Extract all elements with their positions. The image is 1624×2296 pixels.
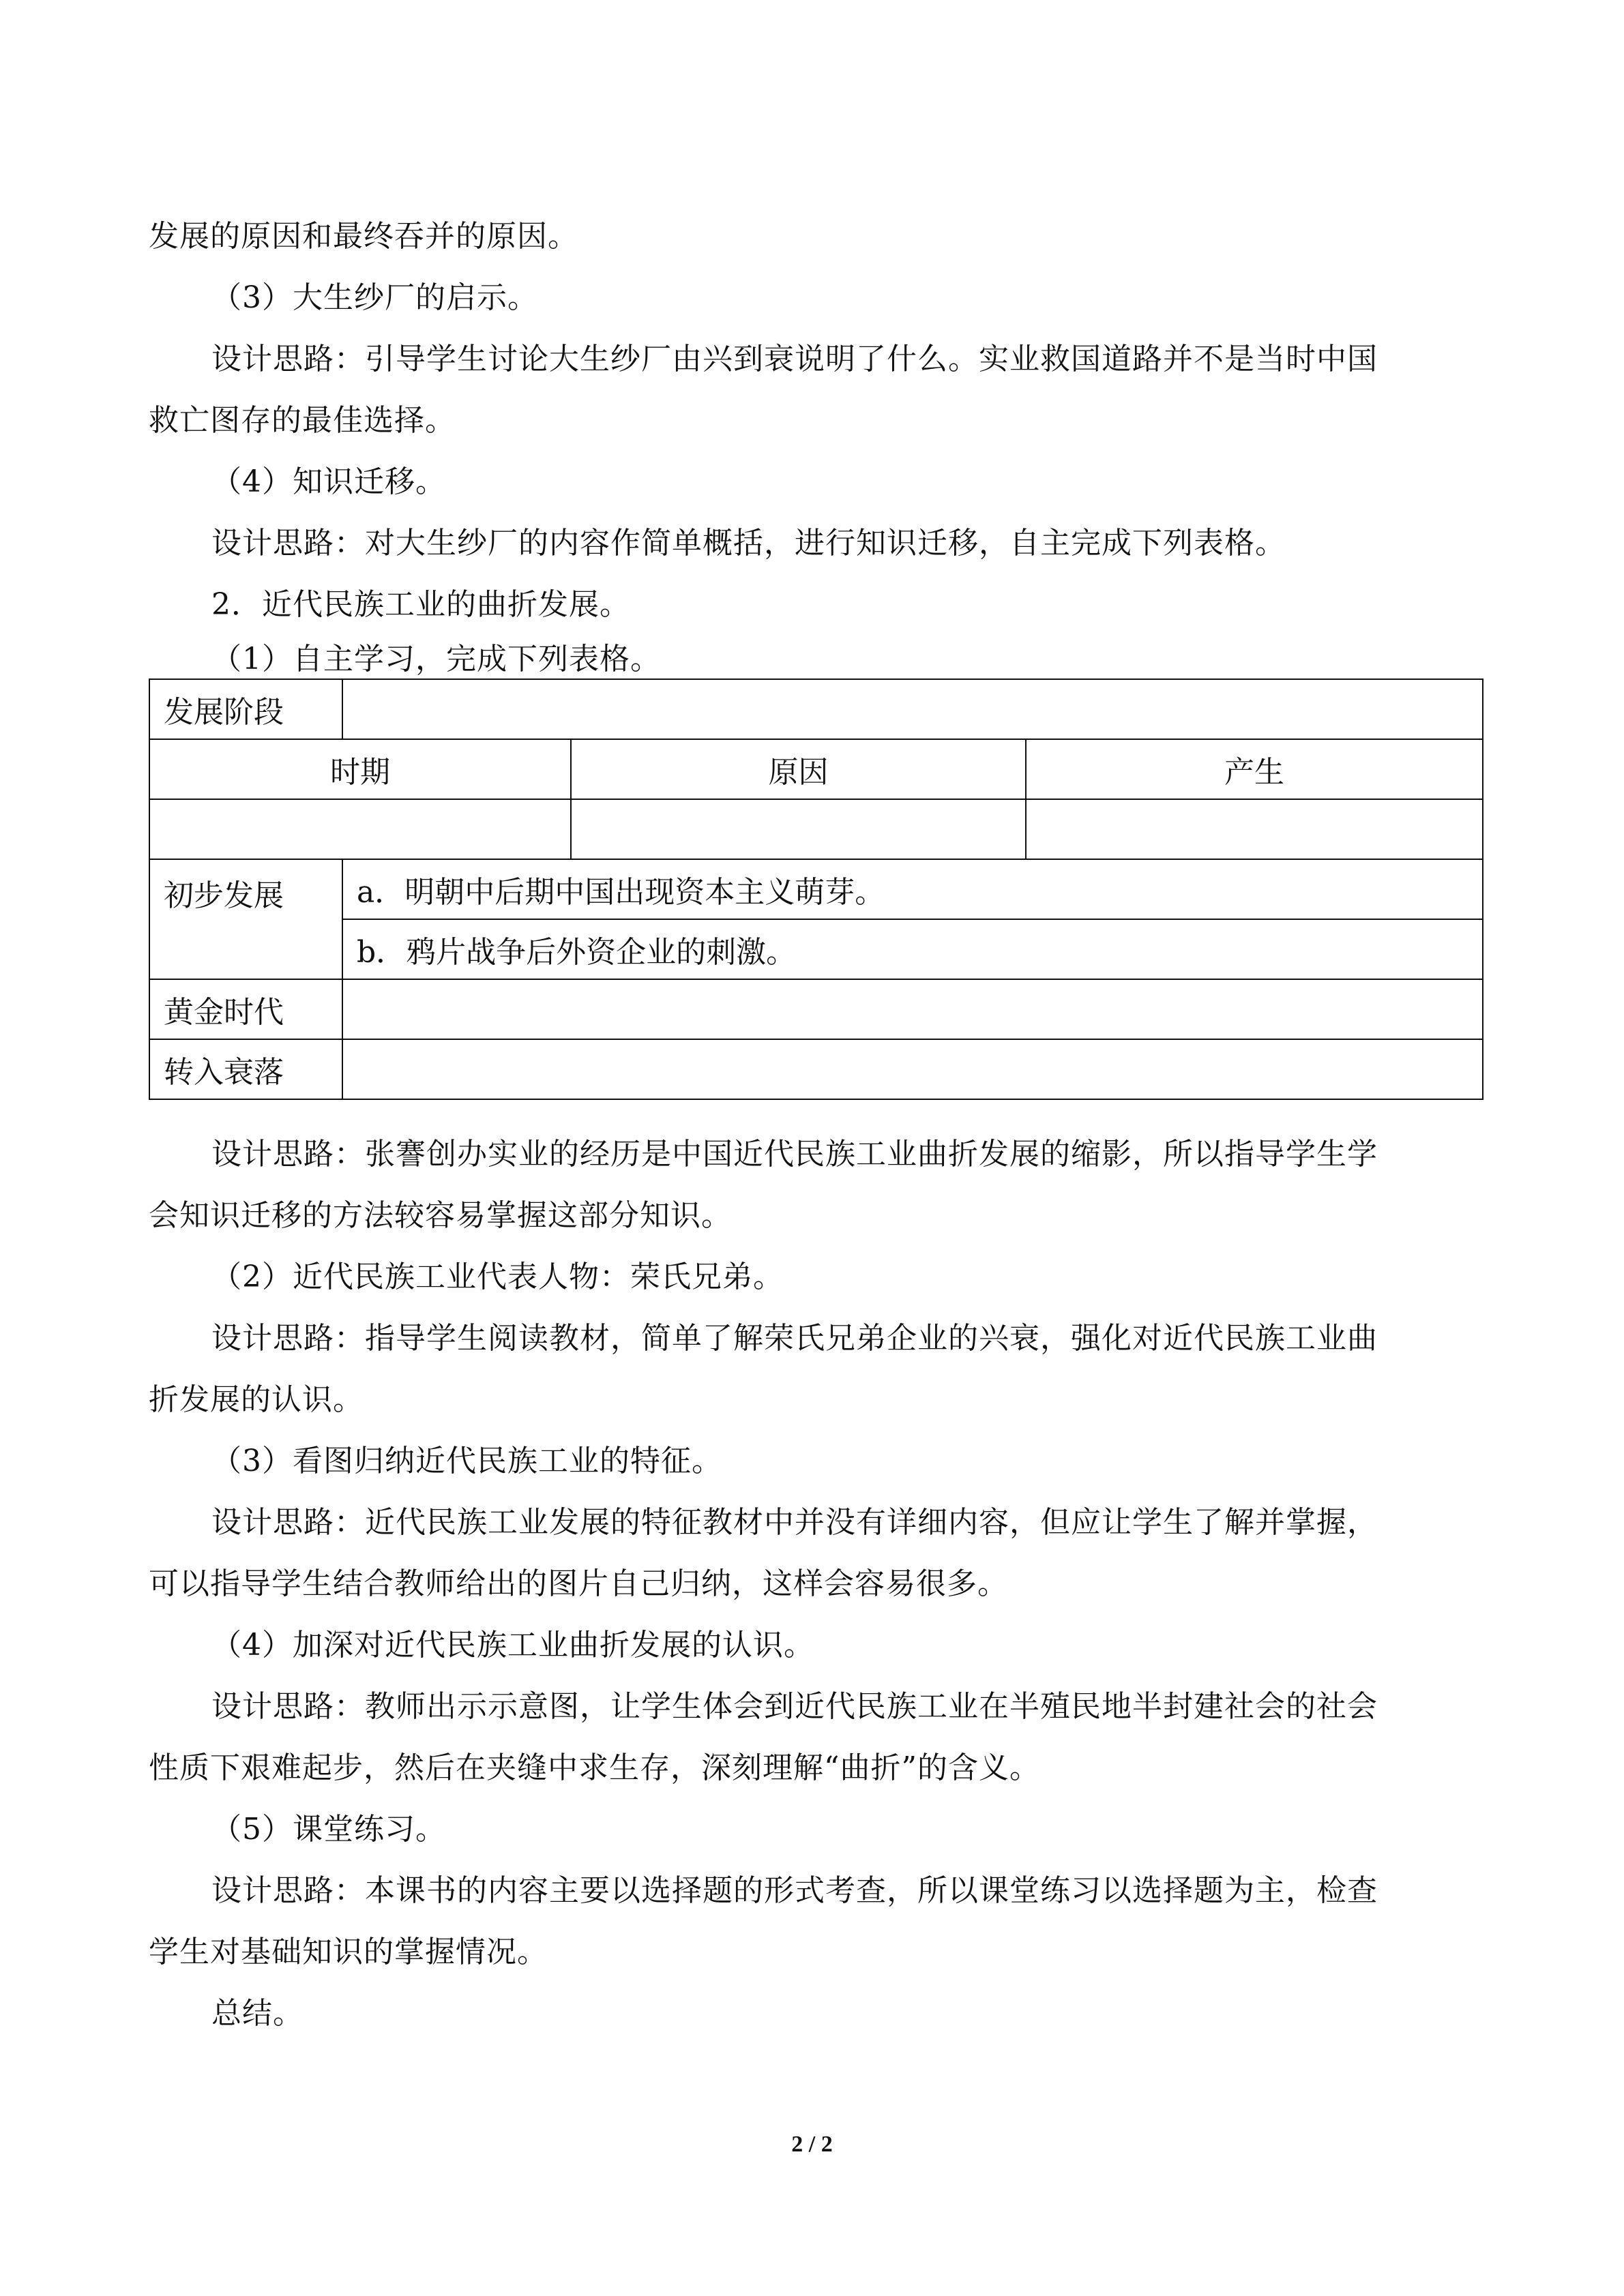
paragraph-line: 性质下艰难起步，然后在夹缝中求生存，深刻理解“曲折”的含义。 [149, 1750, 1040, 1785]
table-row [149, 979, 1483, 1039]
paragraph-line: （3）大生纱厂的启示。 [211, 280, 538, 315]
table-cell-golden-label: 黄金时代 [149, 979, 342, 1039]
table-cell-empty [1026, 799, 1483, 859]
page-number: 2 / 2 [791, 2132, 833, 2157]
paragraph-line: 设计思路：近代民族工业发展的特征教材中并没有详细内容，但应让学生了解并掌握， [211, 1505, 1378, 1540]
paragraph-line: 可以指导学生结合教师给出的图片自己归纳，这样会容易很多。 [149, 1566, 1008, 1601]
table-row [149, 1039, 1483, 1099]
paragraph-line: 设计思路：本课书的内容主要以选择题的形式考查，所以课堂练习以选择题为主，检查 [211, 1873, 1378, 1908]
table-header-origin: 产生 [1026, 739, 1483, 799]
paragraph-line: 学生对基础知识的掌握情况。 [149, 1935, 548, 1969]
paragraph-line: （1）自主学习，完成下列表格。 [211, 642, 661, 676]
paragraph-line: （3）看图归纳近代民族工业的特征。 [211, 1444, 722, 1478]
table-row [149, 799, 1483, 859]
paragraph-line: 会知识迁移的方法较容易掌握这部分知识。 [149, 1198, 732, 1233]
paragraph-line: （4）加深对近代民族工业曲折发展的认识。 [211, 1628, 814, 1663]
paragraph-line: （5）课堂练习。 [211, 1812, 446, 1847]
table-cell-decline-label: 转入衰落 [149, 1039, 342, 1099]
paragraph-line: 设计思路：引导学生讨论大生纱厂由兴到衰说明了什么。实业救国道路并不是当时中国 [211, 342, 1378, 376]
table-cell-initial-reason: a．明朝中后期中国出现资本主义萌芽。 [342, 859, 1483, 919]
paragraph-line: 2．近代民族工业的曲折发展。 [211, 587, 630, 622]
paragraph-line: （2）近代民族工业代表人物：荣氏兄弟。 [211, 1259, 784, 1294]
table-header-reason: 原因 [571, 739, 1026, 799]
table-row [149, 739, 1483, 799]
table-row [149, 919, 1483, 979]
table-cell-stage-label: 发展阶段 [149, 679, 342, 739]
table-cell-initial-label: 初步发展 [149, 859, 342, 979]
paragraph-line: 折发展的认识。 [149, 1382, 364, 1417]
table-cell-initial-reason: b．鸦片战争后外资企业的刺激。 [342, 919, 1483, 979]
development-stage-table [149, 679, 1483, 1100]
table-row [149, 859, 1483, 919]
table-row [149, 679, 1483, 739]
table-cell-empty [342, 1039, 1483, 1099]
table-cell-empty [342, 679, 1483, 739]
paragraph-line: 设计思路：张謇创办实业的经历是中国近代民族工业曲折发展的缩影，所以指导学生学 [211, 1137, 1378, 1172]
table-header-period: 时期 [149, 739, 571, 799]
paragraph-line: 设计思路：教师出示示意图，让学生体会到近代民族工业在半殖民地半封建社会的社会 [211, 1689, 1378, 1724]
table-cell-empty [342, 979, 1483, 1039]
paragraph-line: 设计思路：指导学生阅读教材，简单了解荣氏兄弟企业的兴衰，强化对近代民族工业曲 [211, 1321, 1378, 1356]
paragraph-line: （4）知识迁移。 [211, 464, 446, 499]
paragraph-line: 总结。 [211, 1996, 304, 2031]
paragraph-line: 救亡图存的最佳选择。 [149, 403, 456, 438]
table-cell-empty [149, 799, 571, 859]
paragraph-line: 发展的原因和最终吞并的原因。 [149, 219, 578, 254]
paragraph-line: 设计思路：对大生纱厂的内容作简单概括，进行知识迁移，自主完成下列表格。 [211, 526, 1286, 561]
table-cell-empty [571, 799, 1026, 859]
